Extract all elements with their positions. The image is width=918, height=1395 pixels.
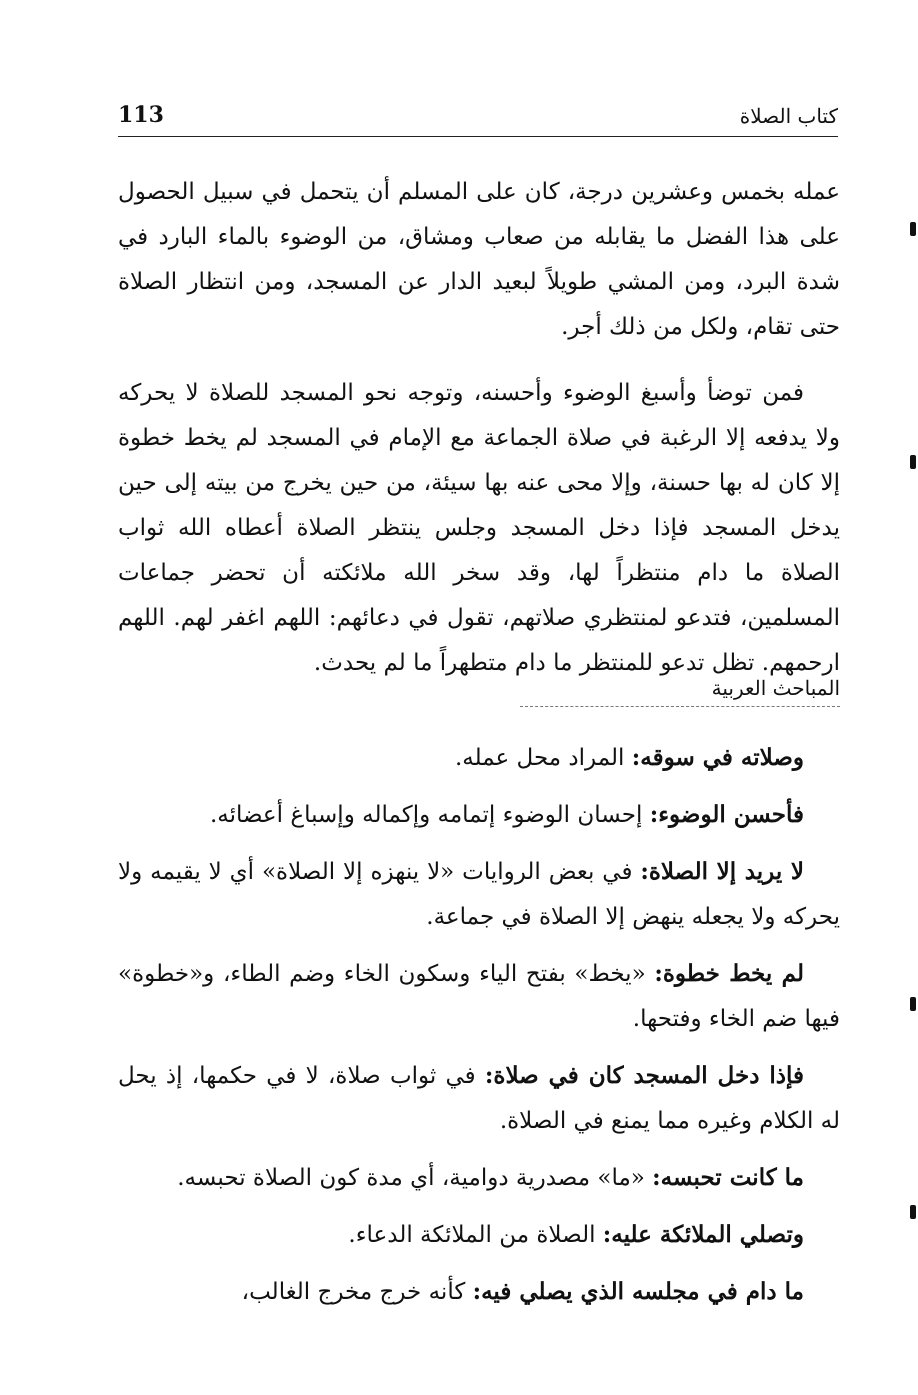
glossary-entry bbox=[118, 849, 840, 940]
glossary-definition: «يخط» بفتح الياء وسكون الخاء وضم الطاء، و«خطوة» فيها ضم الخاء وفتحها. bbox=[118, 961, 840, 1032]
glossary-term: فإذا دخل المسجد كان في صلاة: bbox=[484, 1062, 804, 1089]
glossary-entry bbox=[118, 1155, 840, 1201]
glossary-term: وصلاته في سوقه: bbox=[631, 744, 804, 771]
margin-mark bbox=[910, 222, 916, 236]
glossary-term: وتصلي الملائكة عليه: bbox=[602, 1221, 804, 1248]
glossary-definition: إحسان الوضوء إتمامه وإكماله وإسباغ أعضائه. bbox=[209, 802, 650, 828]
glossary-entry bbox=[118, 1269, 840, 1315]
glossary-term: فأحسن الوضوء: bbox=[649, 801, 804, 828]
glossary-term: لا يريد إلا الصلاة: bbox=[640, 858, 804, 885]
margin-mark bbox=[910, 997, 916, 1011]
page-header bbox=[118, 100, 838, 137]
glossary-definition: في بعض الروايات «لا ينهزه إلا الصلاة» أي لا يقيمه ولا يحركه ولا يجعله ينهض إلا الصلاة في جماعة. bbox=[118, 859, 840, 930]
glossary-definition: الصلاة من الملائكة الدعاء. bbox=[348, 1222, 603, 1248]
paragraph: فمن توضأ وأسبغ الوضوء وأحسنه، وتوجه نحو المسجد للصلاة لا يحركه ولا يدفعه إلا الرغبة في صلاة الجماعة مع الإمام في المسجد لم يخط خطوة إلا كان له بها حسنة، وإلا محى عنه بها سيئة، من حين يخرج من بيته إلى حين يدخل المسجد فإذا دخل المسجد وجلس ينتظر الصلاة أعطاه الله ثواب الصلاة ما دام منتظراً لها، وقد سخر الله ملائكته أن تحضر جماعات المسلمين، فتدعو لمنتظري صلاتهم، تقول في دعائهم: اللهم اغفر لهم. اللهم ارحمهم. تظل تدعو للمنتظر ما دام متطهراً ما لم يحدث. bbox=[118, 380, 840, 676]
glossary-entry bbox=[118, 1212, 840, 1258]
glossary-definition: في ثواب صلاة، لا في حكمها، إذ يحل له الكلام وغيره مما يمنع في الصلاة. bbox=[118, 1063, 840, 1134]
glossary-definition: كأنه خرج مخرج الغالب، bbox=[241, 1279, 473, 1305]
margin-mark bbox=[910, 1205, 916, 1219]
glossary-list bbox=[118, 735, 840, 1326]
glossary-entry bbox=[118, 792, 840, 838]
glossary-entry bbox=[118, 735, 840, 781]
glossary-definition: «ما» مصدرية دوامية، أي مدة كون الصلاة تحبسه. bbox=[177, 1165, 653, 1191]
margin-mark bbox=[910, 455, 916, 469]
paragraph: عمله بخمس وعشرين درجة، كان على المسلم أن يتحمل في سبيل الحصول على هذا الفضل ما يقابله من صعاب ومشاق، من الوضوء بالماء البارد في شدة البرد، ومن المشي طويلاً لبعيد الدار عن المسجد، ومن انتظار الصلاة حتى تقام، ولكل من ذلك أجر. bbox=[118, 179, 840, 340]
glossary-entry bbox=[118, 1053, 840, 1144]
page-number: 113 bbox=[118, 102, 164, 128]
glossary-term: ما كانت تحبسه: bbox=[652, 1164, 804, 1191]
running-title: كتاب الصلاة bbox=[739, 104, 838, 128]
glossary-term: ما دام في مجلسه الذي يصلي فيه: bbox=[472, 1278, 804, 1305]
section-heading: المباحث العربية bbox=[520, 676, 840, 707]
glossary-term: لم يخط خطوة: bbox=[654, 960, 804, 987]
glossary-definition: المراد محل عمله. bbox=[454, 745, 632, 771]
glossary-entry bbox=[118, 951, 840, 1042]
main-text bbox=[118, 170, 840, 707]
